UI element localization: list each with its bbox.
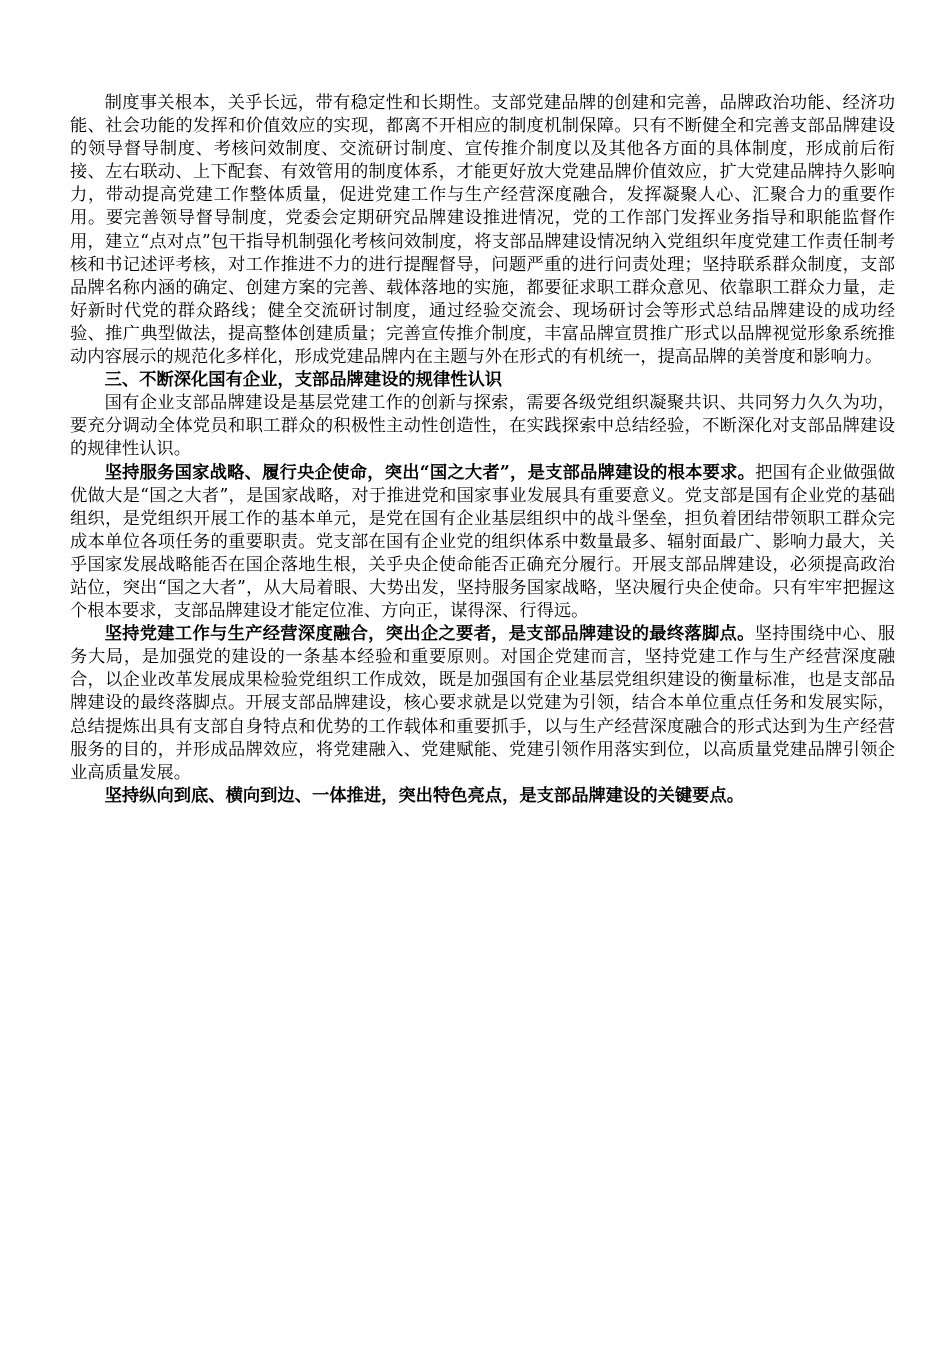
body-paragraph-national-strategy — [70, 462, 895, 624]
paragraph-lead-integration: 坚持党建工作与生产经营深度融合，突出企之要者，是支部品牌建设的最终落脚点。 — [104, 624, 755, 645]
paragraph-body-integration: 坚持围绕中心、服务大局，是加强党的建设的一条基本经验和重要原则。对国企党建而言，坚持党建工作与生产经营深度融合，以企业改革发展成果检验党组织工作成效，既是加强国有企业基层党组织建设的衡量标准，也是支部品牌建设的最终落脚点。开展支部品牌建设，核心要求就是以党建为引领，结合本单位重点任务和发展实际，总结提炼出具有支部自身特点和优势的工作载体和重要抓手，以与生产经营深度融合的形式达到为生产经营服务的目的，并形成品牌效应，将党建融入、党建赋能、党建引领作用落实到位，以高质量党建品牌引领企业高质量发展。 — [70, 624, 895, 783]
document-page — [70, 92, 895, 808]
body-paragraph-integration — [70, 623, 895, 785]
paragraph-lead-key-points: 坚持纵向到底、横向到边、一体推进，突出特色亮点，是支部品牌建设的关键要点。 — [104, 785, 745, 806]
paragraph-lead-national-strategy: 坚持服务国家战略、履行央企使命，突出“国之大者”，是支部品牌建设的根本要求。 — [104, 462, 756, 483]
section-heading-three: 三、不断深化国有企业，支部品牌建设的规律性认识 — [104, 370, 503, 391]
paragraph-body-national-strategy: 把国有企业做强做优做大是“国之大者”，是国家战略，对于推进党和国家事业发展具有重要意义。党支部是国有企业党的基础组织，是党组织开展工作的基本单元，是党在国有企业基层组织中的战斗堡垒，担负着团结带领职工群众完成本单位各项任务的重要职责。党支部在国有企业党的组织体系中数量最多、辐射面最广、影响力最大，关乎国家发展战略能否在国企落地生根，关乎央企使命能否正确充分履行。开展支部品牌建设，必须提高政治站位，突出“国之大者”，从大局着眼、大势出发，坚持服务国家战略，坚决履行央企使命。只有牢牢把握这个根本要求，支部品牌建设才能定位准、方向正，谋得深、行得远。 — [70, 462, 895, 622]
body-paragraph-institutions: 制度事关根本，关乎长远，带有稳定性和长期性。支部党建品牌的创建和完善，品牌政治功能、经济功能、社会功能的发挥和价值效应的实现，都离不开相应的制度机制保障。只有不断健全和完善支部品牌建设的领导督导制度、考核问效制度、交流研讨制度、宣传推介制度以及其他各方面的具体制度，形成前后衔接、左右联动、上下配套、有效管用的制度体系，才能更好放大党建品牌价值效应，扩大党建品牌持久影响力，带动提高党建工作整体质量，促进党建工作与生产经营深度融合，发挥凝聚人心、汇聚合力的重要作用。要完善领导督导制度，党委会定期研究品牌建设推进情况，党的工作部门发挥业务指导和职能监督作用，建立“点对点”包干指导机制强化考核问效制度，将支部品牌建设情况纳入党组织年度党建工作责任制考核和书记述评考核，对工作推进不力的进行提醒督导，问题严重的进行问责处理；坚持联系群众制度，支部品牌名称内涵的确定、创建方案的完善、载体落地的实施，都要征求职工群众意见、依靠职工群众力量，走好新时代党的群众路线；健全交流研讨制度，通过经验交流会、现场研讨会等形式总结品牌建设的成功经验、推广典型做法，提高整体创建质量；完善宣传推介制度，丰富品牌宣贯推广形式以品牌视觉形象系统推动内容展示的规范化多样化，形成党建品牌内在主题与外在形式的有机统一，提高品牌的美誉度和影响力。 — [70, 93, 895, 368]
body-paragraph-key-points — [70, 785, 895, 808]
body-paragraph-intro: 国有企业支部品牌建设是基层党建工作的创新与探索，需要各级党组织凝聚共识、共同努力久久为功，要充分调动全体党员和职工群众的积极性主动性创造性，在实践探索中总结经验，不断深化对支部品牌建设的规律性认识。 — [70, 393, 895, 460]
